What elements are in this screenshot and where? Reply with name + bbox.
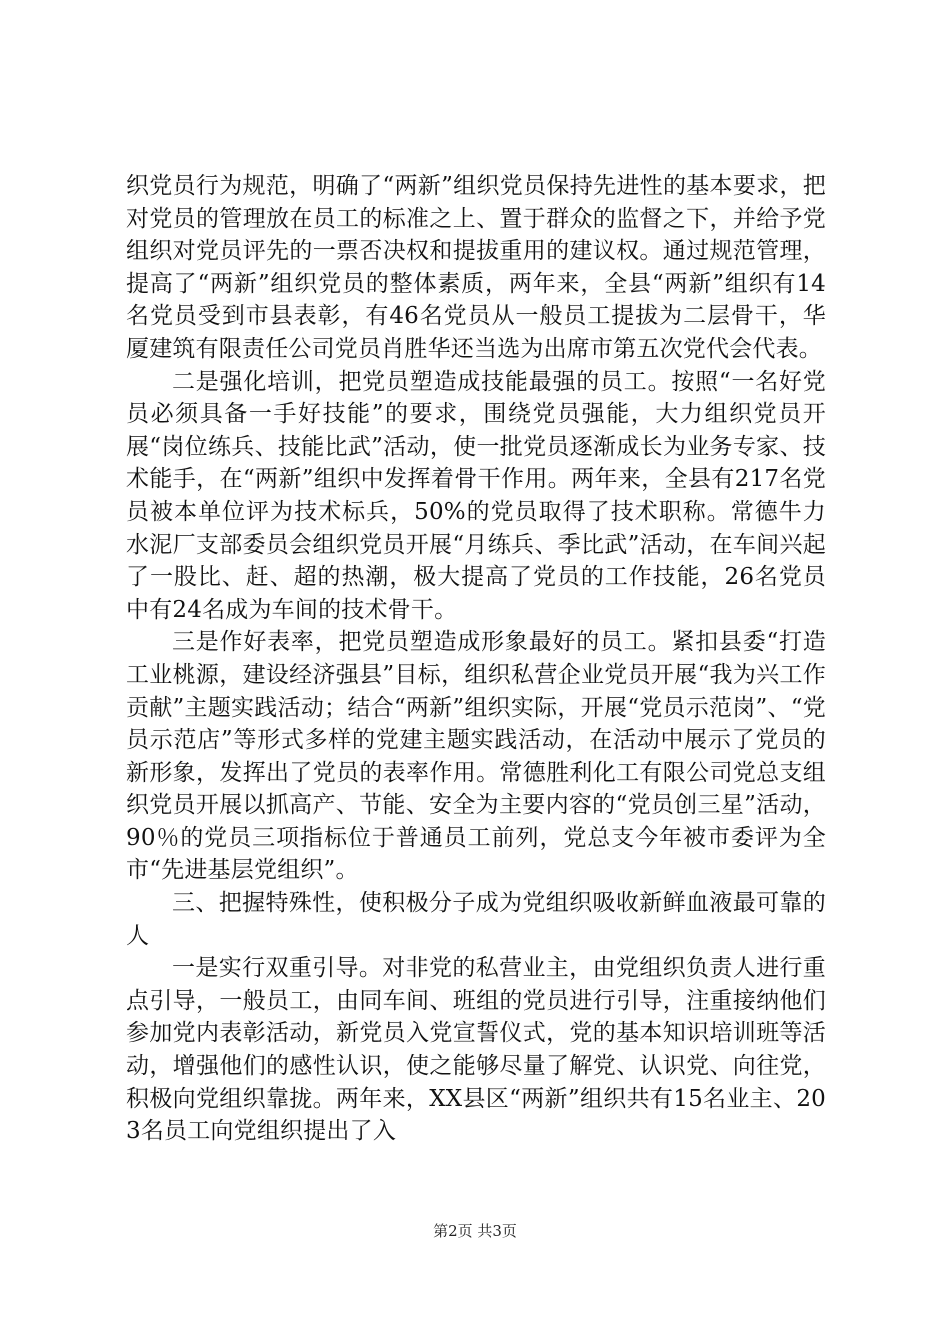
section-heading: 三、把握特殊性，使积极分子成为党组织吸收新鲜血液最可靠的人 [126,890,826,949]
paragraph-4: 一是实行双重引导。对非党的私营业主，由党组织负责人进行重点引导，一般员工，由同车间、班组的党员进行引导，注重接纳他们参加党内表彰活动，新党员入党宣誓仪式，党的基本知识培训班等活动，增强他们的感性认识，使之能够尽量了解党、认识党、向往党，积极向党组织靠拢。两年来，XX县区“两新”组织共有15名业主、203名员工向党组织提出了入 [126,955,826,1145]
page-footer: 第2页 共3页 [433,1222,517,1240]
document-body [126,170,826,1148]
paragraph-3: 三是作好表率，把党员塑造成形象最好的员工。紧扣县委“打造工业桃源，建设经济强县”目标，组织私营企业党员开展“我为兴工作贡献”主题实践活动；结合“两新”组织实际，开展“党员示范岗”、“党员示范店”等形式多样的党建主题实践活动，在活动中展示了党员的新形象，发挥出了党员的表率作用。常德胜利化工有限公司党总支组织党员开展以抓高产、节能、安全为主要内容的“党员创三星”活动，90％的党员三项指标位于普通员工前列，党总支今年被市委评为全市“先进基层党组织”。 [126,629,826,884]
paragraph-2: 二是强化培训，把党员塑造成技能最强的员工。按照“一名好党员必须具备一手好技能”的要求，围绕党员强能，大力组织党员开展“岗位练兵、技能比武”活动，使一批党员逐渐成长为业务专家、技术能手，在“两新”组织中发挥着骨干作用。两年来，全县有217名党员被本单位评为技术标兵，50%的党员取得了技术职称。常德牛力水泥厂支部委员会组织党员开展“月练兵、季比武”活动，在车间兴起了一股比、赶、超的热潮，极大提高了党员的工作技能，26名党员中有24名成为车间的技术骨干。 [126,368,826,623]
paragraph-1: 织党员行为规范，明确了“两新”组织党员保持先进性的基本要求，把对党员的管理放在员工的标准之上、置于群众的监督之下，并给予党组织对党员评先的一票否决权和提拔重用的建议权。通过规范管理，提高了“两新”组织党员的整体素质，两年来，全县“两新”组织有14名党员受到市县表彰，有46名党员从一般员工提拔为二层骨干，华厦建筑有限责任公司党员肖胜华还当选为出席市第五次党代会代表。 [126,173,826,362]
